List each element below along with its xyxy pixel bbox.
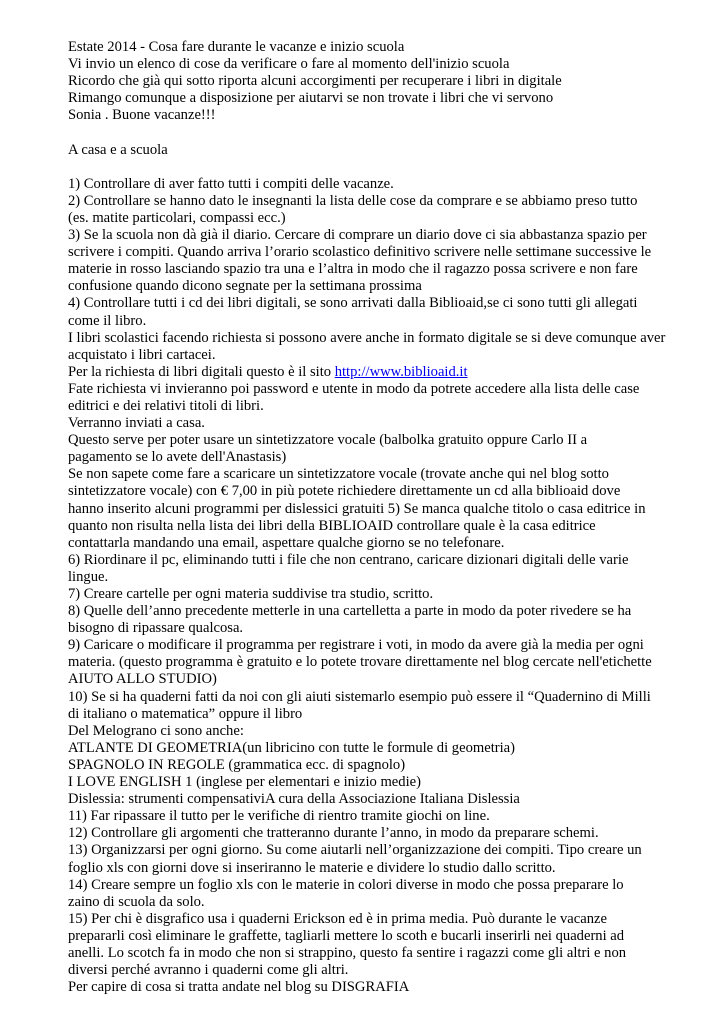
section-heading: A casa e a scuola: [68, 141, 168, 158]
link-line: [68, 364, 708, 381]
text-line: I libri scolastici facendo richiesta si possono avere anche in formato digitale se si deve comunque aver: [68, 329, 666, 346]
text-line: 14) Creare sempre un foglio xls con le materie in colori diverse in modo che possa preparare lo: [68, 876, 624, 893]
body-section-b: [68, 381, 708, 996]
text-line: 12) Controllare gli argomenti che tratteranno durante l’anno, in modo da preparare schemi.: [68, 825, 599, 842]
text-line: acquistato i libri cartacei.: [68, 346, 216, 363]
blank-line: [68, 159, 708, 176]
text-line: Questo serve per poter usare un sintetizzatore vocale (balbolka gratuito oppure Carlo II a: [68, 432, 588, 449]
intro-line: Ricordo che già qui sotto riporta alcuni accorgimenti per recuperare i libri in digitale: [68, 73, 562, 90]
text-line: come il libro.: [68, 312, 147, 329]
text-line: 9) Caricare o modificare il programma per registrare i voti, in modo da avere già la media per ogni: [68, 637, 644, 654]
text-line: (es. matite particolari, compassi ecc.): [68, 209, 286, 226]
body-section-a: [68, 176, 708, 364]
text-line: 10) Se si ha quaderni fatti da noi con gli aiuti sistemarlo esempio può essere il “Quadernino di Milli: [68, 688, 651, 705]
text-line: bisogno di ripassare qualcosa.: [68, 620, 244, 637]
text-line: I LOVE ENGLISH 1 (inglese per elementari e inizio medie): [68, 774, 421, 791]
text-line: zaino di scuola da solo.: [68, 893, 205, 910]
text-line: 3) Se la scuola non dà già il diario. Cercare di comprare un diario dove ci sia abbastanza spazio per: [68, 227, 647, 244]
text-line: confusione quando dicono segnate per la settimana prossima: [68, 278, 422, 295]
text-line: AIUTO ALLO STUDIO): [68, 671, 217, 688]
text-line: anelli. Lo scotch fa in modo che non si strappino, questo fa sentire i ragazzi come gli altri e non: [68, 944, 627, 961]
text-line: 11) Far ripassare il tutto per le verifiche di rientro tramite giochi on line.: [68, 808, 490, 825]
intro-line: Rimango comunque a disposizione per aiutarvi se non trovate i libri che vi servono: [68, 90, 554, 107]
text-line: prepararli così eliminare le graffette, tagliarli mettere lo scoth e bucarli inserirli nei quaderni ad: [68, 927, 625, 944]
text-line: 13) Organizzarsi per ogni giorno. Su come aiutarli nell’organizzazione dei compiti. Tipo creare un: [68, 842, 642, 859]
text-line: materie in rosso lasciando spazio tra una e l’altra in modo che il ragazzo possa scrivere e non fare: [68, 261, 638, 278]
text-line: 6) Riordinare il pc, eliminando tutti i file che non centrano, caricare dizionari digitali delle varie: [68, 551, 629, 568]
signature-line: Sonia . Buone vacanze!!!: [68, 107, 216, 124]
text-line: 15) Per chi è disgrafico usa i quaderni Erickson ed è in prima media. Può durante le vacanze: [68, 910, 607, 927]
link-prefix: Per la richiesta di libri digitali questo è il sito: [68, 363, 335, 380]
text-line: quanto non risulta nella lista dei libri della BIBLIOAID controllare quale è la casa editrice: [68, 517, 596, 534]
text-line: scrivere i compiti. Quando arriva l’orario scolastico definitivo scrivere nelle settimane successive le: [68, 244, 652, 261]
text-line: Per capire di cosa si tratta andate nel blog su DISGRAFIA: [68, 979, 410, 996]
text-line: sintetizzatore vocale) con € 7,00 in più potete richiedere direttamente un cd alla biblioaid dove: [68, 483, 621, 500]
text-line: contattarla mandando una email, aspettare qualche giorno se no telefonare.: [68, 534, 505, 551]
blank-line: [68, 124, 708, 141]
text-line: 1) Controllare di aver fatto tutti i compiti delle vacanze.: [68, 175, 394, 192]
text-line: Dislessia: strumenti compensativiA cura della Associazione Italiana Dislessia: [68, 791, 520, 808]
text-line: 8) Quelle dell’anno precedente metterle in una cartelletta a parte in modo da poter rivedere se ha: [68, 603, 632, 620]
document-title-line: Estate 2014 - Cosa fare durante le vacanze e inizio scuola: [68, 39, 405, 55]
text-line: di italiano o matematica” oppure il libro: [68, 705, 303, 722]
text-line: materia. (questo programma è gratuito e lo potete trovare direttamente nel blog cercate nell'etichette: [68, 654, 652, 671]
text-line: pagamento se lo avete dell'Anastasis): [68, 449, 287, 466]
text-line: hanno inserito alcuni programmi per dislessici gratuiti 5) Se manca qualche titolo o casa editrice in: [68, 500, 646, 517]
text-line: 4) Controllare tutti i cd dei libri digitali, se sono arrivati dalla Biblioaid,se ci sono tutti gli allegati: [68, 295, 638, 312]
text-line: 7) Creare cartelle per ogni materia suddivise tra studio, scritto.: [68, 586, 434, 602]
intro-block: [68, 39, 708, 124]
text-line: Fate richiesta vi invieranno poi password e utente in modo da potrete accedere alla lista delle case: [68, 380, 640, 397]
biblioaid-link[interactable]: http://www.biblioaid.it: [334, 363, 468, 380]
text-line: 2) Controllare se hanno dato le insegnanti la lista delle cose da comprare e se abbiamo preso tutto: [68, 192, 638, 209]
text-line: Se non sapete come fare a scaricare un sintetizzatore vocale (trovate anche qui nel blog sotto: [68, 466, 609, 483]
text-line: editrici e dei relativi titoli di libri.: [68, 397, 264, 414]
document-page: [68, 39, 708, 996]
text-line: foglio xls con giorni dove si inseriranno le materie e dividere lo studio dallo scritto.: [68, 859, 556, 876]
text-line: SPAGNOLO IN REGOLE (grammatica ecc. di spagnolo): [68, 756, 406, 773]
text-line: Verranno inviati a casa.: [68, 415, 205, 432]
text-line: Del Melograno ci sono anche:: [68, 722, 244, 739]
text-line: ATLANTE DI GEOMETRIA(un libricino con tutte le formule di geometria): [68, 739, 516, 756]
text-line: lingue.: [68, 568, 109, 585]
intro-line: Vi invio un elenco di cose da verificare o fare al momento dell'inizio scuola: [68, 56, 510, 73]
text-line: diversi perché avranno i quaderni come gli altri.: [68, 962, 349, 979]
